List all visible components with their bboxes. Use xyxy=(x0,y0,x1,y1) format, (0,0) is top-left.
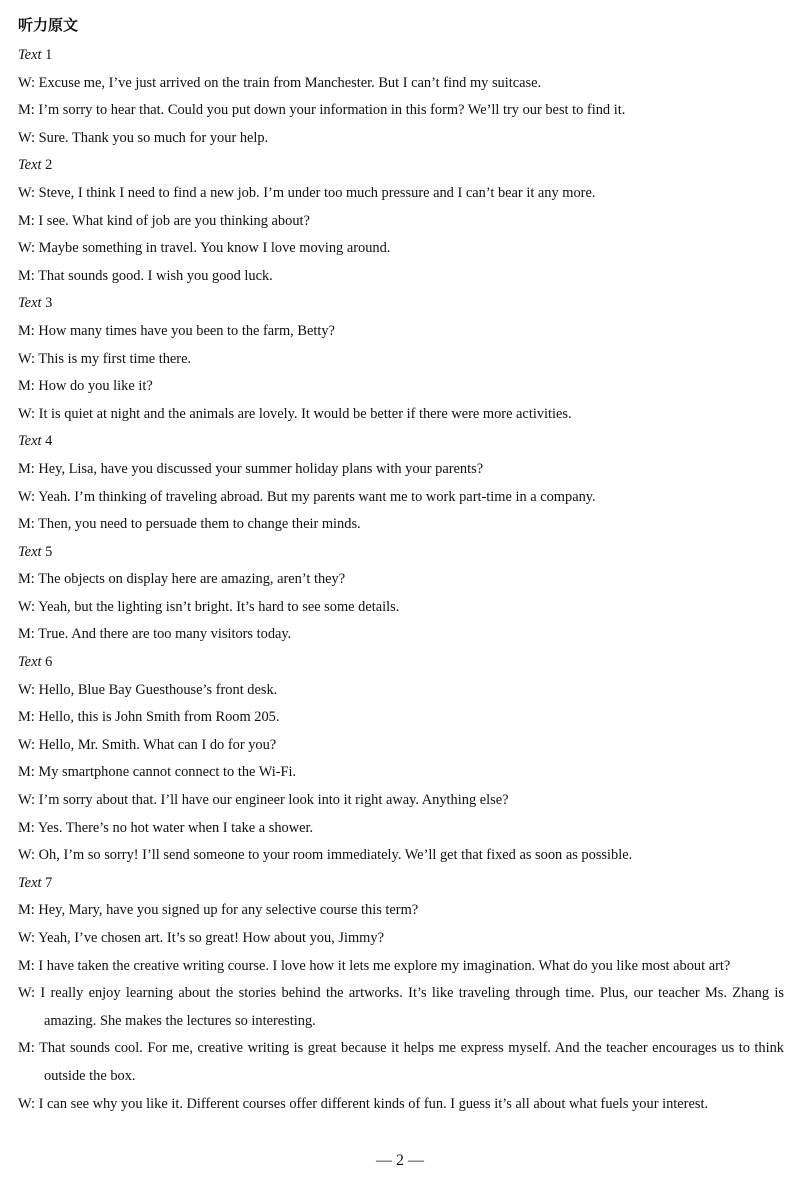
speaker-label: W: xyxy=(18,930,36,946)
utterance-text: How many times have you been to the farm, Betty? xyxy=(38,322,335,339)
dialogue-line xyxy=(18,897,784,925)
text-section-word: Text xyxy=(18,654,42,671)
dialogue-line xyxy=(18,621,784,649)
speaker-label: M: xyxy=(18,902,35,919)
speaker-label: M: xyxy=(18,709,35,726)
text-section-number: 5 xyxy=(45,543,53,560)
speaker-label: M: xyxy=(18,267,35,284)
utterance-text: This is my first time there. xyxy=(38,350,192,367)
utterance-text: Oh, I’m so sorry! I’ll send someone to your room immediately. We’ll get that fixed as soon as possible. xyxy=(38,847,633,864)
dialogue-line xyxy=(18,980,784,1035)
speaker-label: W: xyxy=(18,847,36,864)
dialogue-line xyxy=(18,759,784,787)
speaker-label: M: xyxy=(18,764,35,781)
utterance-text: I see. What kind of job are you thinking about? xyxy=(38,212,310,229)
dialogue-line xyxy=(18,125,784,153)
speaker-label: W: xyxy=(18,74,36,91)
speaker-label: M: xyxy=(18,516,35,533)
dialogue-line xyxy=(18,1035,784,1090)
text-section-title xyxy=(18,290,784,318)
utterance-text: I can see why you like it. Different courses offer different kinds of fun. I guess it’s all about what fuels your interest. xyxy=(38,1095,709,1112)
utterance-text: Then, you need to persuade them to change their minds. xyxy=(38,516,361,533)
speaker-label: W: xyxy=(18,985,36,1002)
speaker-label: M: xyxy=(18,102,35,119)
speaker-label: M: xyxy=(18,626,35,643)
transcript-body xyxy=(18,42,784,1118)
utterance-text: How do you like it? xyxy=(38,378,153,395)
utterance-text: I have taken the creative writing course. I love how it lets me explore my imagination. What do you like most about art? xyxy=(38,957,731,974)
utterance-text: Steve, I think I need to find a new job. I’m under too much pressure and I can’t bear it any more. xyxy=(38,184,596,201)
utterance-text: Yeah. I’m thinking of traveling abroad. But my parents want me to work part-time in a company. xyxy=(38,488,596,505)
dialogue-line xyxy=(18,594,784,622)
speaker-label: M: xyxy=(18,571,35,588)
text-section-number: 6 xyxy=(45,654,53,671)
utterance-text: Yeah, but the lighting isn’t bright. It’s hard to see some details. xyxy=(38,598,400,615)
utterance-text: The objects on display here are amazing, aren’t they? xyxy=(38,571,346,588)
dialogue-line xyxy=(18,815,784,843)
utterance-text: I really enjoy learning about the stories behind the artworks. It’s like traveling through time. Plus, our teacher Ms. Zhang is amazing. She makes the lectures so interesting. xyxy=(40,985,784,1029)
speaker-label: W: xyxy=(18,736,36,753)
speaker-label: M: xyxy=(18,819,35,836)
text-section-word: Text xyxy=(18,543,42,560)
speaker-label: W: xyxy=(18,240,36,257)
speaker-label: M: xyxy=(18,378,35,395)
utterance-text: Hello, Mr. Smith. What can I do for you? xyxy=(38,736,277,753)
utterance-text: My smartphone cannot connect to the Wi-Fi. xyxy=(38,764,297,781)
dialogue-line xyxy=(18,677,784,705)
dialogue-line xyxy=(18,842,784,870)
utterance-text: Sure. Thank you so much for your help. xyxy=(38,129,269,146)
text-section-title xyxy=(18,539,784,567)
dialogue-line xyxy=(18,97,784,125)
utterance-text: I’m sorry about that. I’ll have our engineer look into it right away. Anything else? xyxy=(38,792,509,809)
utterance-text: Hello, Blue Bay Guesthouse’s front desk. xyxy=(38,681,278,698)
dialogue-line xyxy=(18,456,784,484)
text-section-title xyxy=(18,649,784,677)
dialogue-line xyxy=(18,732,784,760)
text-section-number: 1 xyxy=(45,47,53,63)
utterance-text: Maybe something in travel. You know I love moving around. xyxy=(38,240,391,257)
utterance-text: That sounds good. I wish you good luck. xyxy=(38,267,273,284)
speaker-label: W: xyxy=(18,792,36,809)
page-title: 听力原文 xyxy=(18,16,79,34)
dialogue-line xyxy=(18,70,784,98)
utterance-text: Excuse me, I’ve just arrived on the train from Manchester. But I can’t find my suitcase. xyxy=(38,74,542,91)
text-section-number: 3 xyxy=(45,295,53,312)
utterance-text: That sounds cool. For me, creative writing is great because it helps me express myself. And the teacher encourages us to think outside the box. xyxy=(39,1040,784,1084)
dialogue-line xyxy=(18,511,784,539)
speaker-label: M: xyxy=(18,322,35,339)
utterance-text: True. And there are too many visitors today. xyxy=(38,626,292,643)
utterance-text: Hello, this is John Smith from Room 205. xyxy=(38,709,280,726)
utterance-text: I’m sorry to hear that. Could you put down your information in this form? We’ll try our best to find it. xyxy=(38,102,626,119)
dialogue-line xyxy=(18,925,784,953)
speaker-label: M: xyxy=(18,1040,35,1057)
dialogue-line xyxy=(18,208,784,236)
dialogue-line xyxy=(18,401,784,429)
text-section-number: 4 xyxy=(45,433,53,450)
text-section-word: Text xyxy=(18,157,42,174)
speaker-label: W: xyxy=(18,598,36,615)
speaker-label: M: xyxy=(18,957,35,974)
speaker-label: W: xyxy=(18,184,36,201)
dialogue-line xyxy=(18,235,784,263)
dialogue-line xyxy=(18,1091,784,1119)
utterance-text: Yes. There’s no hot water when I take a shower. xyxy=(37,819,314,836)
speaker-label: W: xyxy=(18,405,36,422)
utterance-text: Hey, Mary, have you signed up for any selective course this term? xyxy=(38,902,419,919)
dialogue-line xyxy=(18,787,784,815)
text-section-title xyxy=(18,42,784,70)
text-section-title xyxy=(18,428,784,456)
text-section-word: Text xyxy=(18,47,42,63)
dialogue-line xyxy=(18,373,784,401)
text-section-title xyxy=(18,870,784,898)
dialogue-line xyxy=(18,346,784,374)
text-section-number: 7 xyxy=(45,874,53,891)
dialogue-line xyxy=(18,566,784,594)
speaker-label: W: xyxy=(18,488,36,505)
speaker-label: W: xyxy=(18,681,36,698)
dialogue-line xyxy=(18,704,784,732)
dialogue-line xyxy=(18,180,784,208)
speaker-label: W: xyxy=(18,350,36,367)
dialogue-line xyxy=(18,318,784,346)
speaker-label: W: xyxy=(18,1095,36,1112)
text-section-word: Text xyxy=(18,874,42,891)
dialogue-line xyxy=(18,953,784,981)
text-section-title xyxy=(18,152,784,180)
text-section-word: Text xyxy=(18,433,42,450)
speaker-label: M: xyxy=(18,212,35,229)
dialogue-line xyxy=(18,484,784,512)
utterance-text: Hey, Lisa, have you discussed your summer holiday plans with your parents? xyxy=(38,460,484,477)
speaker-label: W: xyxy=(18,129,36,146)
utterance-text: It is quiet at night and the animals are lovely. It would be better if there were more activities. xyxy=(38,405,572,422)
text-section-number: 2 xyxy=(45,157,53,174)
utterance-text: Yeah, I’ve chosen art. It’s so great! How about you, Jimmy? xyxy=(38,930,384,946)
text-section-word: Text xyxy=(18,295,42,312)
speaker-label: M: xyxy=(18,460,35,477)
dialogue-line xyxy=(18,263,784,291)
page-number: — 2 — xyxy=(376,1152,424,1169)
